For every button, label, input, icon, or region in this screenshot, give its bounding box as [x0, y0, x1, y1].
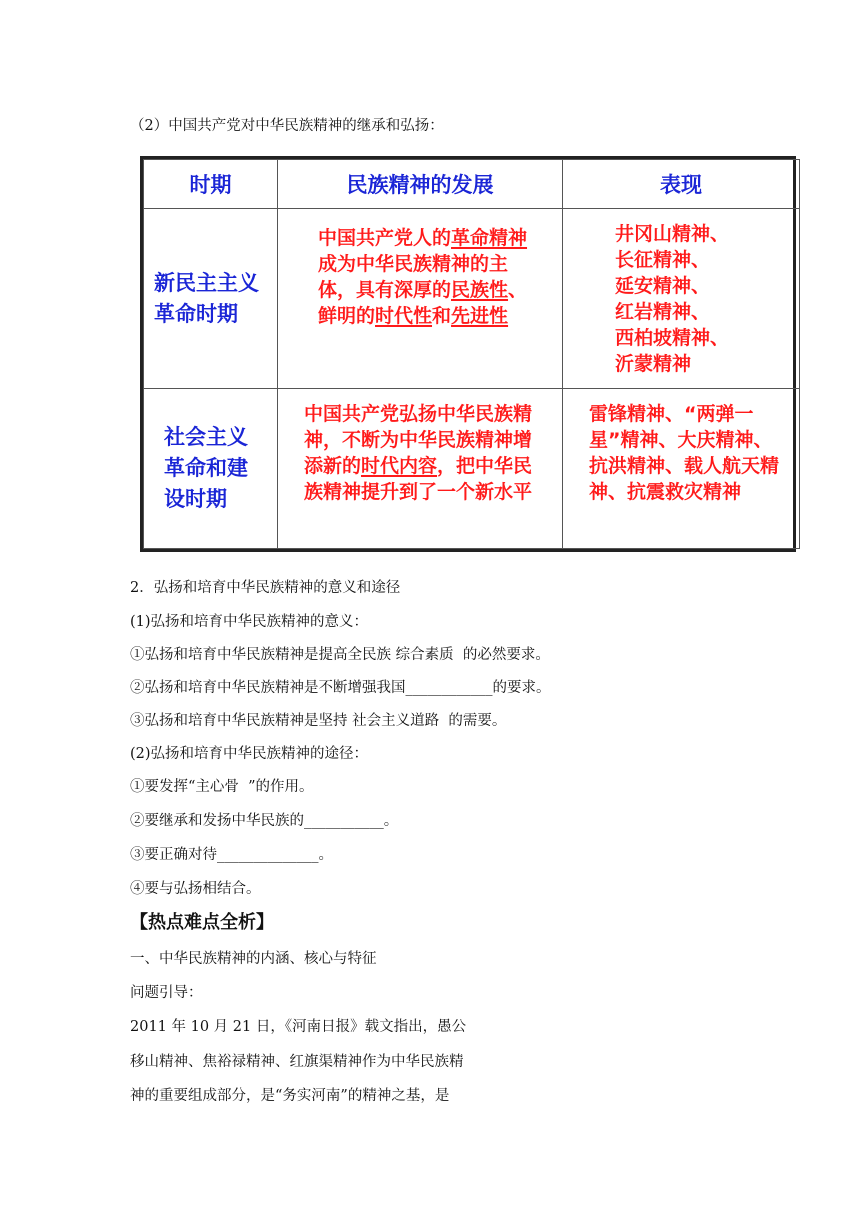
section-heading: 【热点难点全析】 [130, 912, 274, 933]
table-header-row [144, 160, 800, 209]
text-line: ①要发挥“主心骨 ”的作用。 [130, 779, 314, 795]
development-cell: 中国共产党人的革命精神成为中华民族精神的主体，具有深厚的民族性、鲜明的时代性和先进性 [278, 209, 563, 389]
text-line: 神的重要组成部分，是“务实河南”的精神之基，是 [130, 1088, 450, 1104]
text-line: 一、中华民族精神的内涵、核心与特征 [130, 951, 377, 967]
text-line: 移山精神、焦裕禄精神、红旗渠精神作为中华民族精 [130, 1054, 464, 1070]
text-line: ②弘扬和培育中华民族精神是不断增强我国____________的要求。 [130, 680, 551, 696]
text-line: ②要继承和发扬中华民族的___________。 [130, 813, 399, 829]
text-line: ④要与弘扬相结合。 [130, 881, 261, 897]
text-line: 问题引导： [130, 985, 203, 1001]
period-cell: 新民主主义 革命时期 [144, 209, 278, 389]
expression-cell: 雷锋精神、“两弹一星”精神、大庆精神、抗洪精神、载人航天精神、抗震救灾精神 [563, 389, 800, 549]
text-line: ③弘扬和培育中华民族精神是坚持 社会主义道路 的需要。 [130, 713, 507, 729]
text-line: (1)弘扬和培育中华民族精神的意义： [130, 614, 369, 630]
header-expression: 表现 [563, 160, 800, 209]
period-cell: 社会主义 革命和建 设时期 [144, 389, 278, 549]
header-development: 民族精神的发展 [278, 160, 563, 209]
header-period: 时期 [144, 160, 278, 209]
spirit-table [140, 156, 796, 552]
text-line: ③要正确对待______________。 [130, 847, 333, 863]
text-line: ①弘扬和培育中华民族精神是提高全民族 综合素质 的必然要求。 [130, 647, 550, 663]
text-line: (2)弘扬和培育中华民族精神的途径： [130, 746, 369, 762]
table-row [144, 389, 800, 549]
expression-cell: 井冈山精神、 长征精神、 延安精神、 红岩精神、 西柏坡精神、 沂蒙精神 [563, 209, 800, 389]
text-line: 2．弘扬和培育中华民族精神的意义和途径 [130, 580, 401, 596]
table-row [144, 209, 800, 389]
text-line: 2011 年 10 月 21 日，《河南日报》载文指出，愚公 [130, 1019, 467, 1035]
intro-line: （2）中国共产党对中华民族精神的继承和弘扬： [130, 118, 444, 134]
development-cell: 中国共产党弘扬中华民族精神，不断为中华民族精神增添新的时代内容，把中华民族精神提升到了一个新水平 [278, 389, 563, 549]
